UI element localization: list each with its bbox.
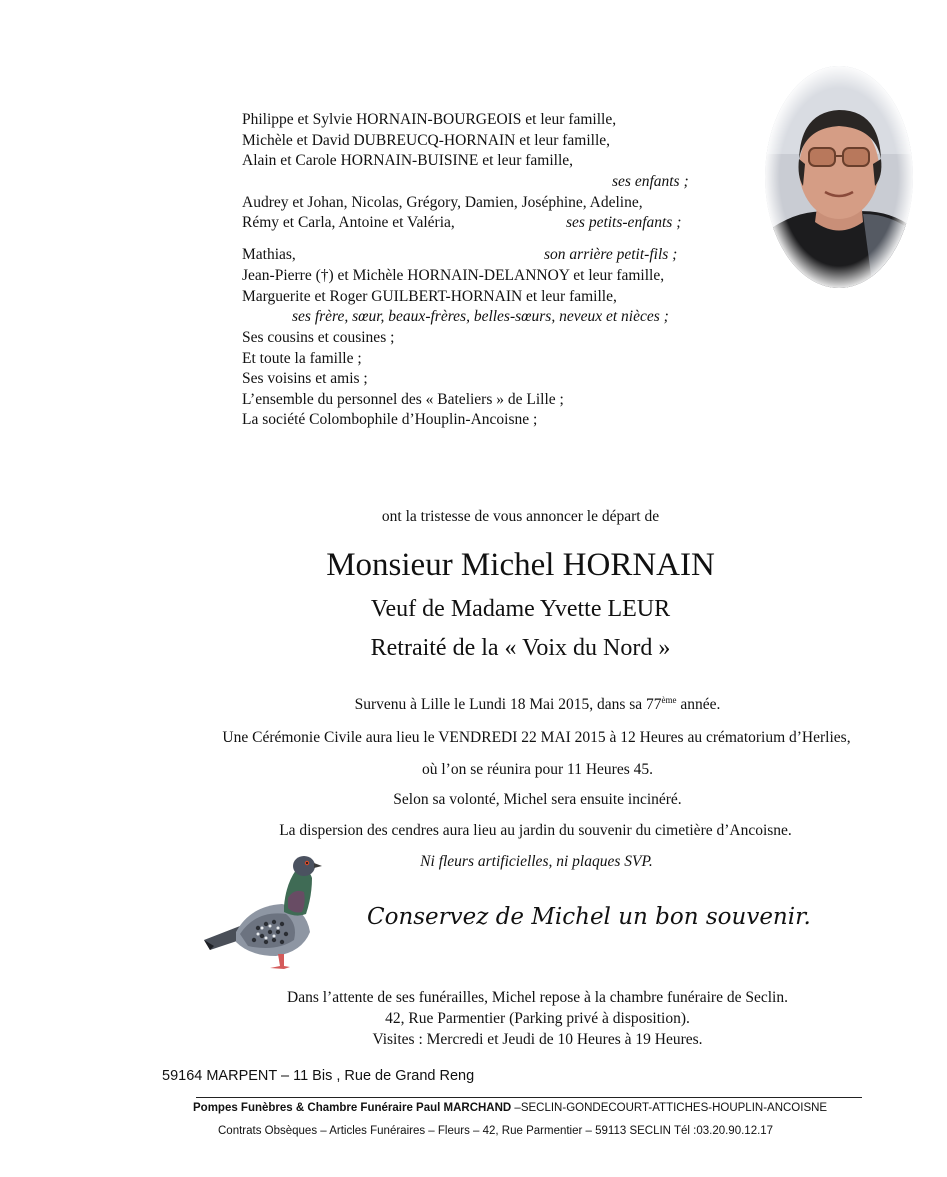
grandchildren-label: ses petits-enfants ; [566,214,682,231]
meeting-line: où l’on se réunira pour 11 Heures 45. [421,761,653,778]
children-label: ses enfants ; [612,173,689,190]
siblings-list [242,266,664,307]
rest-line-3: Visites : Mercredi et Jeudi de 10 Heures à 19 Heures. [372,1031,703,1048]
others-line-2: Et toute la famille ; [242,349,362,367]
no-flowers-line: Ni fleurs artificielles, ni plaques SVP. [420,853,653,870]
death-sup: ème [661,694,677,705]
ashes-line: La dispersion des cendres aura lieu au jardin du souvenir du cimetière d’Ancoisne. [279,822,792,839]
death-line [64,696,947,714]
great-grandchild-name: Mathias, [242,246,296,263]
deceased-name: Monsieur Michel HORNAIN [326,547,715,583]
portrait-photo [763,64,915,290]
death-prefix: Survenu à Lille le Lundi 18 Mai 2015, dans sa 77 [354,696,662,713]
footer-contracts: Contrats Obsèques – Articles Funéraires – Fleurs – 42, Rue Parmentier – 59113 SECLIN Tél :03.20.90.12.17 [218,1125,774,1137]
sibling-line-2: Marguerite et Roger GUILBERT-HORNAIN et leur famille, [242,287,617,305]
sibling-line-1: Jean-Pierre (†) et Michèle HORNAIN-DELANNOY et leur famille, [242,267,665,284]
souvenir-line: Conservez de Michel un bon souvenir. [367,904,811,930]
others-list [242,328,564,431]
others-line-4: L’ensemble du personnel des « Bateliers » de Lille ; [242,390,564,408]
widower-line: Veuf de Madame Yvette LEUR [370,596,671,622]
others-line-1: Ses cousins et cousines ; [242,329,395,346]
cremation-line: Selon sa volonté, Michel sera ensuite incinéré. [393,791,682,808]
others-line-5: La société Colombophile d’Houplin-Ancoisne ; [242,411,538,428]
ceremony-line: Une Cérémonie Civile aura lieu le VENDREDI 22 MAI 2015 à 12 Heures au crématorium d’Herlies, [222,729,851,746]
family-list [242,110,616,172]
footer-company-line [193,1102,827,1114]
footer-locations: –SECLIN-GONDECOURT-ATTICHES-HOUPLIN-ANCOISNE [511,1102,828,1114]
family-line-1: Philippe et Sylvie HORNAIN-BOURGEOIS et leur famille, [242,111,617,128]
family-line-3: Alain et Carole HORNAIN-BUISINE et leur famille, [242,152,574,169]
rest-line-1: Dans l’attente de ses funérailles, Michel repose à la chambre funéraire de Seclin. [287,989,788,1006]
grandchildren-line-2: Rémy et Carla, Antoine et Valéria, [242,214,455,231]
great-grandchild-label: son arrière petit-fils ; [544,246,678,263]
rest-line-2: 42, Rue Parmentier (Parking privé à disposition). [385,1010,690,1027]
footer-company: Pompes Funèbres & Chambre Funéraire Paul MARCHAND [193,1102,512,1114]
grandchildren-line-1: Audrey et Johan, Nicolas, Grégory, Damien, Joséphine, Adeline, [242,194,643,211]
address-line: 59164 MARPENT – 11 Bis , Rue de Grand Reng [162,1068,475,1084]
others-line-3: Ses voisins et amis ; [242,370,368,387]
footer-divider [196,1097,862,1098]
family-line-2: Michèle et David DUBREUCQ-HORNAIN et leur famille, [242,131,611,149]
siblings-label: ses frère, sœur, beaux-frères, belles-sœurs, neveux et nièces ; [292,308,669,325]
death-suffix: année. [676,696,721,713]
pigeon-illustration [200,848,324,976]
announcement-intro: ont la tristesse de vous annoncer le départ de [381,508,660,525]
retired-line: Retraité de la « Voix du Nord » [370,635,671,661]
